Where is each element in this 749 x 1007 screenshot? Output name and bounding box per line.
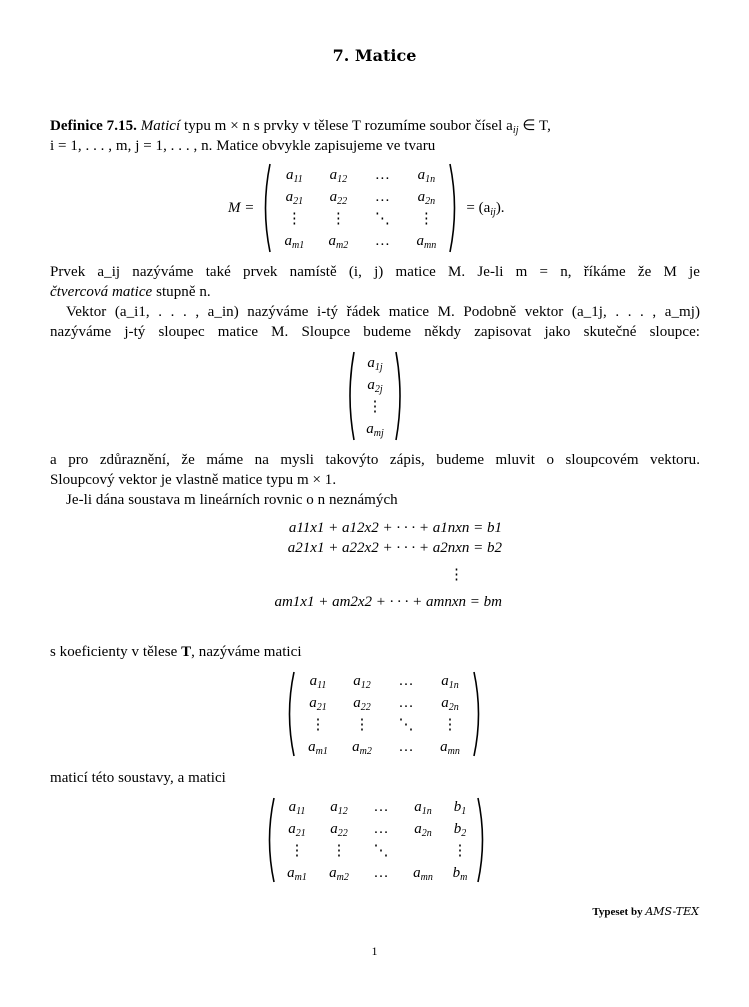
matrix-cell: ⋮ [286, 211, 302, 227]
matrix-cell: $a_{22}$ [353, 695, 371, 713]
matrix-cell: ⋮ [452, 843, 468, 859]
matrix-cell: $a_{11}$ [288, 799, 306, 817]
matrix-cell: $a_{11}$ [309, 673, 327, 691]
matrix-cell: $a_{12}$ [330, 799, 348, 817]
matrix-cell: … [374, 233, 390, 249]
equation-row: am1x1 + am2x2 + · · · + amnxn = bm [274, 594, 502, 610]
matrix-cell: $a_{12}$ [329, 167, 348, 185]
matrix-cell: $a_{m2}$ [328, 233, 349, 251]
paragraph-3-line-2: Sloupcový vektor je vlastně matice typu m × 1. [50, 472, 337, 488]
matrix-m-lhs: M = [228, 199, 255, 216]
page-title: 7. Matice [332, 46, 417, 65]
paragraph-4-post: , nazýváme matici [191, 644, 302, 660]
matrix-cell: … [373, 799, 389, 815]
field-symbol: T [181, 644, 192, 660]
right-paren-icon [394, 350, 404, 442]
matrix-cell: $a_{2n}$ [417, 189, 436, 207]
matrix-m-display [228, 162, 505, 254]
left-paren-icon [264, 796, 276, 884]
typeset-prefix: Typeset by [592, 906, 646, 918]
coefficient-matrix-grid [296, 671, 472, 757]
matrix-cell: ⋮ [289, 843, 305, 859]
matrix-cell: $a_{mj}$ [366, 421, 384, 439]
augmented-matrix-display [264, 796, 488, 884]
left-paren-icon [260, 162, 272, 254]
matrix-cell: $a_{mn}$ [416, 233, 437, 251]
left-paren-icon [346, 350, 356, 442]
matrix-cell: $a_{m1}$ [308, 739, 328, 757]
matrix-cell: $a_{mn}$ [413, 865, 433, 883]
paragraph-1-line-2-rest: stupně n. [152, 284, 211, 300]
matrix-cell: $a_{1j}$ [367, 355, 383, 373]
equation-row: a21x1 + a22x2 + · · · + a2nxn = b2 [287, 540, 502, 556]
right-paren-icon [476, 796, 488, 884]
matrix-cell: $a_{11}$ [285, 167, 303, 185]
matrix-cell: ⋮ [330, 211, 346, 227]
matrix-cell: $a_{2n}$ [414, 821, 432, 839]
matrix-cell: $b_1$ [453, 799, 467, 817]
matrix-cell: … [398, 695, 414, 711]
matrix-cell: $a_{m2}$ [329, 865, 349, 883]
matrix-m-rhs [466, 200, 504, 217]
matrix-cell: … [373, 865, 389, 881]
matrix-m-rhs-sub: ij [490, 206, 496, 218]
square-matrix-term: čtvercová matice [50, 284, 153, 300]
matrix-cell: $a_{m1}$ [287, 865, 307, 883]
matrix-cell: $a_{m2}$ [352, 739, 372, 757]
column-vector-grid [356, 353, 394, 439]
definition-line-2: i = 1, . . . , m, j = 1, . . . , n. Matice obvykle zapisujeme ve tvaru [50, 138, 436, 154]
definition-text: typu m × n s prvky v tělese T rozumíme soubor čísel a [180, 118, 513, 134]
paragraph-2-line-2: nazýváme j-tý sloupec matice M. Sloupce budeme někdy zapisovat jako skutečné sloupce: [50, 324, 700, 340]
matrix-cell: ⋮ [354, 717, 370, 733]
matrix-cell: $a_{1n}$ [417, 167, 436, 185]
definition-label: Definice 7.15. [50, 118, 137, 134]
matrix-m-grid [272, 165, 448, 251]
matrix-cell: ⋮ [310, 717, 326, 733]
paragraph-1-line-2 [50, 282, 700, 302]
matrix-cell: $a_{mn}$ [440, 739, 460, 757]
matrix-cell: ⋱ [398, 717, 414, 733]
column-vector-display [346, 350, 404, 442]
paragraph-3-line-1: a pro zdůraznění, že máme na mysli takovýto zápis, budeme mluvit o sloupcovém vektoru. [50, 452, 700, 468]
paragraph-4-line-1 [50, 642, 700, 662]
matrix-cell: $a_{22}$ [329, 189, 348, 207]
matrix-cell: $a_{1n}$ [414, 799, 432, 817]
equation-system [240, 518, 502, 612]
definition-term: Maticí [140, 118, 181, 134]
matrix-cell: $b_m$ [452, 865, 468, 883]
matrix-cell: … [374, 167, 390, 183]
matrix-cell: ⋮ [418, 211, 434, 227]
matrix-cell: $a_{21}$ [309, 695, 327, 713]
paragraph-3-line-3: Je-li dána soustava m lineárních rovnic o n neznámých [66, 492, 398, 508]
ams-tex-logo: AMS-TEX [645, 905, 699, 918]
matrix-cell: ⋱ [374, 211, 390, 227]
right-paren-icon [448, 162, 460, 254]
definition-text-end: ∈ T, [518, 118, 551, 134]
definition-line-1 [50, 116, 700, 136]
matrix-cell: ⋱ [373, 843, 389, 859]
matrix-cell: $a_{21}$ [288, 821, 306, 839]
definition-subscript: ij [512, 125, 519, 136]
augmented-matrix-grid [276, 797, 476, 883]
matrix-cell: ⋮ [367, 399, 383, 415]
right-paren-icon [472, 670, 484, 758]
matrix-cell: $a_{2n}$ [441, 695, 459, 713]
matrix-cell: $a_{21}$ [285, 189, 304, 207]
matrix-cell: $a_{1n}$ [441, 673, 459, 691]
matrix-cell: $b_2$ [453, 821, 467, 839]
matrix-cell: ⋮ [331, 843, 347, 859]
matrix-cell: … [374, 189, 390, 205]
equation-row: a11x1 + a12x2 + · · · + a1nxn = b1 [288, 520, 502, 536]
matrix-cell [402, 841, 444, 861]
matrix-cell: … [398, 673, 414, 689]
matrix-cell: $a_{2j}$ [367, 377, 383, 395]
matrix-cell: … [398, 739, 414, 755]
typeset-credit [592, 905, 699, 918]
paragraph-4-pre: s koeficienty v tělese [50, 644, 182, 660]
matrix-m-rhs-end: ). [495, 199, 505, 216]
matrix-cell: $a_{m1}$ [284, 233, 305, 251]
matrix-cell: ⋮ [442, 717, 458, 733]
paragraph-2-line-1: Vektor (a_i1, . . . , a_in) nazýváme i-tý řádek matice M. Podobně vektor (a_1j, . . . , a_mj) [66, 304, 700, 320]
matrix-cell: … [373, 821, 389, 837]
matrix-m-rhs-text: = (a [466, 199, 491, 216]
matrix-cell: $a_{12}$ [353, 673, 371, 691]
paragraph-1-line-1: Prvek a_ij nazýváme také prvek namístě (i, j) matice M. Je-li m = n, říkáme že M je [50, 264, 700, 280]
page-number: 1 [371, 944, 378, 958]
left-paren-icon [284, 670, 296, 758]
paragraph-5-line-1: maticí této soustavy, a matici [50, 770, 226, 786]
coefficient-matrix-display [284, 670, 484, 758]
equation-row: ⋮ [449, 567, 464, 583]
matrix-cell: $a_{22}$ [330, 821, 348, 839]
